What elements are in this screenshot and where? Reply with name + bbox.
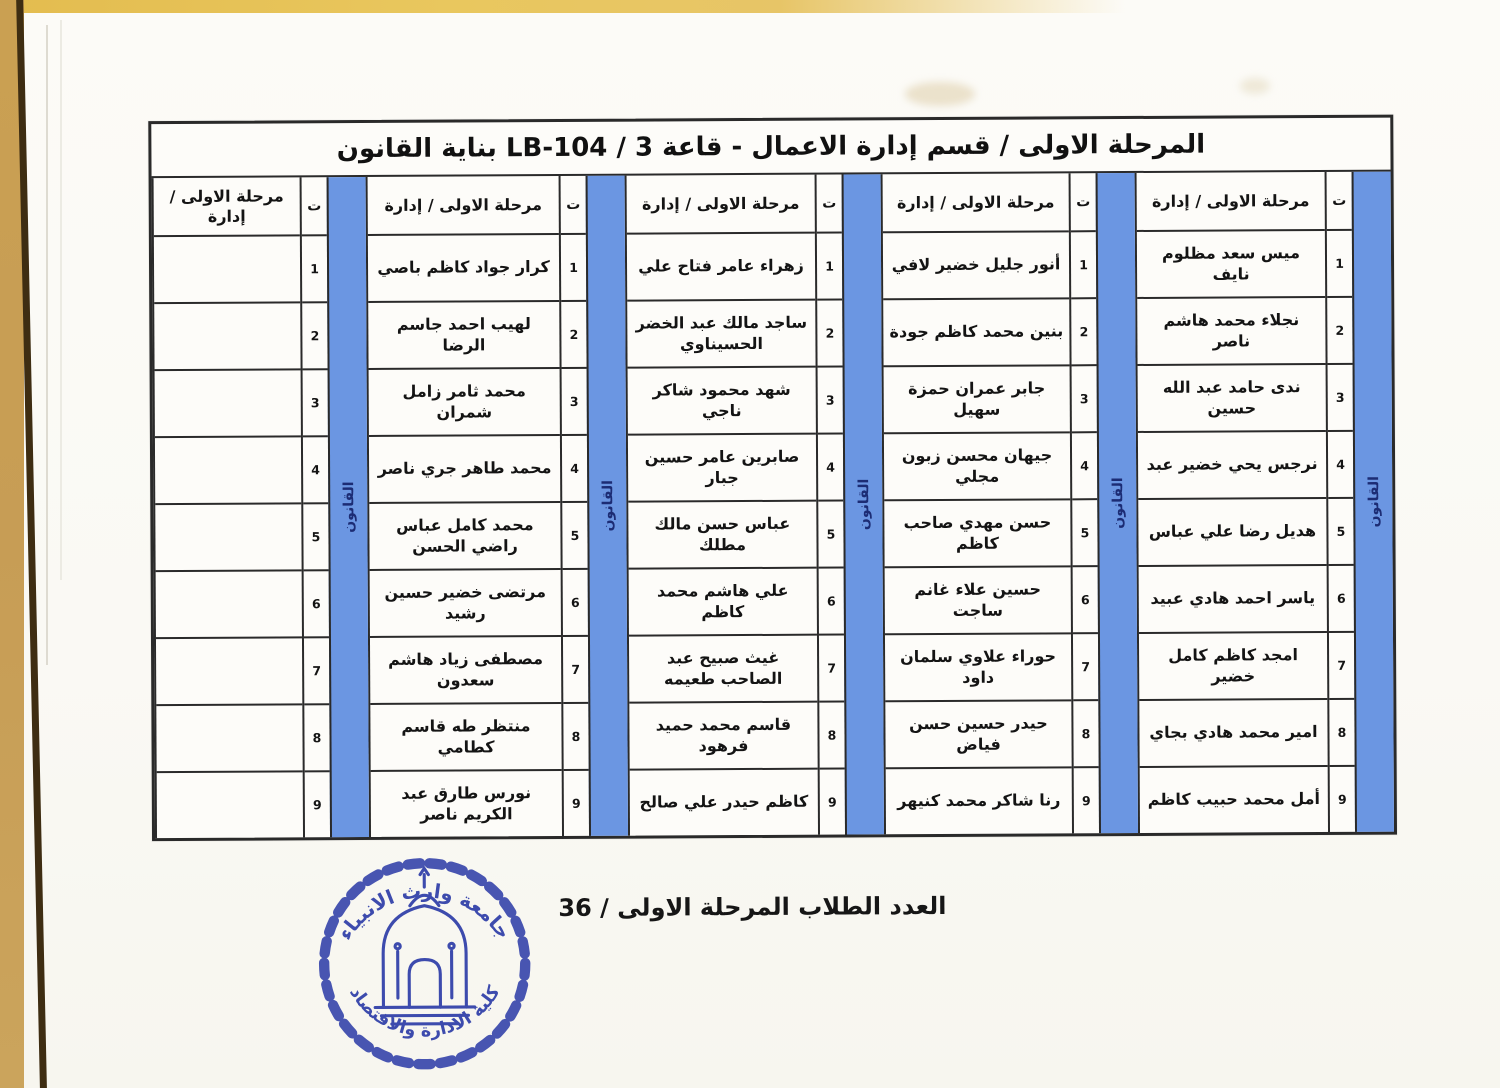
row-number: 2 xyxy=(302,301,327,368)
roster-group-1 xyxy=(1135,172,1394,833)
student-name: ميس سعد مظلوم نايف xyxy=(1137,229,1325,297)
building-band xyxy=(1352,172,1394,832)
student-name: منتظر طه قاسم كطامي xyxy=(370,702,561,770)
roster-group-4 xyxy=(366,176,628,837)
row-number: 3 xyxy=(303,368,328,435)
row-number: 8 xyxy=(1073,699,1098,766)
row-number: 9 xyxy=(564,769,589,836)
row-number: 5 xyxy=(562,501,587,568)
row-number: 7 xyxy=(819,634,844,701)
row-number: 5 xyxy=(1328,497,1353,564)
names-column xyxy=(366,176,562,837)
group-header: مرحلة الاولى / إدارة xyxy=(896,191,1055,212)
student-name: نورس طارق عبد الكريم ناصر xyxy=(371,769,562,837)
row-number: 8 xyxy=(304,703,329,770)
student-name: رنا شاكر محمد كنيهر xyxy=(886,766,1072,834)
student-name: زهراء عامر فتاح علي xyxy=(627,232,815,300)
row-number: 4 xyxy=(1072,431,1097,498)
row-number: 6 xyxy=(1073,565,1098,632)
student-name: عباس حسن مالك مطلك xyxy=(628,500,816,568)
names-column xyxy=(1135,172,1328,833)
row-number: 7 xyxy=(304,636,329,703)
names-column xyxy=(881,173,1072,834)
students-count-line: العدد الطلاب المرحلة الاولى / 36 xyxy=(558,891,947,923)
row-number: 7 xyxy=(563,635,588,702)
student-name: محمد ثامر زامل شمران xyxy=(369,367,560,435)
stamp-college-name: كلية الادارة والاقتصاد xyxy=(345,982,505,1042)
index-column-header: ت xyxy=(1332,192,1347,209)
row-number: 8 xyxy=(1329,698,1354,765)
student-name: قاسم محمد حميد فرهود xyxy=(629,701,817,769)
empty-name-cell xyxy=(156,636,302,704)
row-number: 4 xyxy=(1328,430,1353,497)
student-name: امجد كاظم كامل خضير xyxy=(1139,631,1327,699)
row-number: 6 xyxy=(1329,564,1354,631)
stamp-university-name: جامعة وارث الانبياء xyxy=(333,879,516,945)
empty-name-cell xyxy=(155,368,301,436)
student-name: علي هاشم محمد كاظم xyxy=(629,567,817,635)
row-number: 6 xyxy=(304,569,329,636)
row-number: 9 xyxy=(820,768,845,835)
row-number: 8 xyxy=(563,702,588,769)
student-name: كرار جواد كاظم باصي xyxy=(368,233,559,301)
empty-name-cell xyxy=(154,301,300,369)
building-band-label: القانون xyxy=(1365,476,1382,528)
row-number: 6 xyxy=(563,568,588,635)
student-name: أمل محمد حبيب كاظم xyxy=(1140,765,1328,833)
student-name: مرتضى خضير حسين رشيد xyxy=(370,568,561,636)
row-number: 7 xyxy=(1329,631,1354,698)
row-number: 3 xyxy=(562,367,587,434)
roster-table xyxy=(148,115,1397,842)
roster-group-2 xyxy=(881,173,1138,834)
empty-name-cell xyxy=(155,502,301,570)
names-column xyxy=(152,177,303,838)
row-number: 5 xyxy=(818,500,843,567)
index-column xyxy=(300,177,330,837)
row-number: 5 xyxy=(303,502,328,569)
empty-name-cell xyxy=(157,770,303,838)
empty-name-cell xyxy=(154,234,300,302)
student-name: حيدر حسين حسن فياض xyxy=(885,699,1071,767)
index-column-header: ت xyxy=(566,196,581,213)
building-band xyxy=(586,176,628,836)
row-number: 4 xyxy=(562,434,587,501)
building-band-label: القانون xyxy=(1109,477,1126,529)
index-column-header: ت xyxy=(822,195,837,212)
student-name: جابر عمران حمزة سهيل xyxy=(884,364,1070,432)
student-name: لهيب احمد جاسم الرضا xyxy=(368,300,559,368)
row-number: 9 xyxy=(1074,766,1099,833)
student-name: محمد كامل عباس راضي الحسن xyxy=(369,501,560,569)
student-name: حسين علاء غانم ساجت xyxy=(885,565,1071,633)
index-column xyxy=(815,175,845,835)
row-number: 2 xyxy=(1327,296,1352,363)
row-number: 3 xyxy=(818,366,843,433)
student-name: شهد محمود شاكر ناجي xyxy=(628,366,816,434)
student-name: غيث صبيح عبد الصاحب طعيمه xyxy=(629,634,817,702)
student-name: مصطفى زياد هاشم سعدون xyxy=(370,635,561,703)
row-number: 4 xyxy=(303,435,328,502)
building-band xyxy=(842,174,884,834)
row-number: 6 xyxy=(819,567,844,634)
stamp-graphic xyxy=(310,849,539,1078)
group-header: مرحلة الاولى / إدارة xyxy=(641,193,800,214)
row-number: 5 xyxy=(1072,498,1097,565)
row-number: 1 xyxy=(1071,230,1096,297)
row-number: 1 xyxy=(302,234,327,301)
building-band-label: القانون xyxy=(855,478,872,531)
index-column-header: ت xyxy=(307,197,322,214)
row-number: 8 xyxy=(819,701,844,768)
row-number: 1 xyxy=(1327,229,1352,296)
group-header: مرحلة الاولى / إدارة xyxy=(384,194,543,215)
student-name: أنور جليل خضير لافي xyxy=(883,230,1069,298)
student-name: جيهان محسن زبون مجلي xyxy=(884,431,1070,499)
building-band xyxy=(1096,173,1138,833)
roster-groups xyxy=(152,172,1394,838)
row-number: 1 xyxy=(561,233,586,300)
row-number: 3 xyxy=(1072,364,1097,431)
names-column xyxy=(625,175,818,836)
student-name: نجلاء محمد هاشم ناصر xyxy=(1137,296,1325,364)
student-name: ندى حامد عبد الله حسين xyxy=(1138,363,1326,431)
student-name: ياسر احمد هادي عبيد xyxy=(1139,564,1327,632)
group-header: مرحلة الاولى / إدارة xyxy=(1151,190,1310,211)
university-stamp xyxy=(310,849,539,1078)
student-name: بنين محمد كاظم جودة xyxy=(883,297,1069,365)
row-number: 2 xyxy=(817,299,842,366)
student-name: حوراء علاوي سلمان داود xyxy=(885,632,1071,700)
empty-name-cell xyxy=(156,569,302,637)
building-band xyxy=(327,177,369,837)
student-name: حسن مهدي صاحب كاظم xyxy=(884,498,1070,566)
row-number: 4 xyxy=(818,433,843,500)
row-number: 9 xyxy=(305,770,330,837)
roster-group-3 xyxy=(625,174,884,835)
row-number: 9 xyxy=(1330,765,1355,832)
svg-text:كلية الادارة والاقتصاد xyxy=(345,982,505,1042)
row-number: 7 xyxy=(1073,632,1098,699)
index-column xyxy=(1325,172,1355,832)
row-number: 3 xyxy=(1328,363,1353,430)
student-name: ساجد مالك عبد الخضر الحسيناوي xyxy=(627,299,815,367)
index-column-header: ت xyxy=(1076,193,1091,210)
student-name: نرجس يحي خضير عبد xyxy=(1138,430,1326,498)
group-header: مرحلة الاولى / إدارة xyxy=(169,185,284,226)
index-column xyxy=(559,176,589,836)
building-band-label: القانون xyxy=(599,480,616,532)
student-name: كاظم حيدر علي صالح xyxy=(630,768,818,836)
roster-group-5 xyxy=(152,177,369,838)
empty-name-cell xyxy=(156,703,302,771)
student-name: صابرين عامر حسين جبار xyxy=(628,433,816,501)
row-number: 2 xyxy=(1071,297,1096,364)
student-name: امير محمد هادي بجاي xyxy=(1139,698,1327,766)
building-band-label: القانون xyxy=(340,481,357,533)
table-title: المرحلة الاولى / قسم إدارة الاعمال - قاعة 3 / LB-104 بناية القانون xyxy=(151,118,1390,178)
row-number: 1 xyxy=(817,232,842,299)
student-name: هديل رضا علي عباس xyxy=(1138,497,1326,565)
index-column xyxy=(1069,173,1099,833)
row-number: 2 xyxy=(561,300,586,367)
student-name: محمد طاهر جري ناصر xyxy=(369,434,560,502)
empty-name-cell xyxy=(155,435,301,503)
